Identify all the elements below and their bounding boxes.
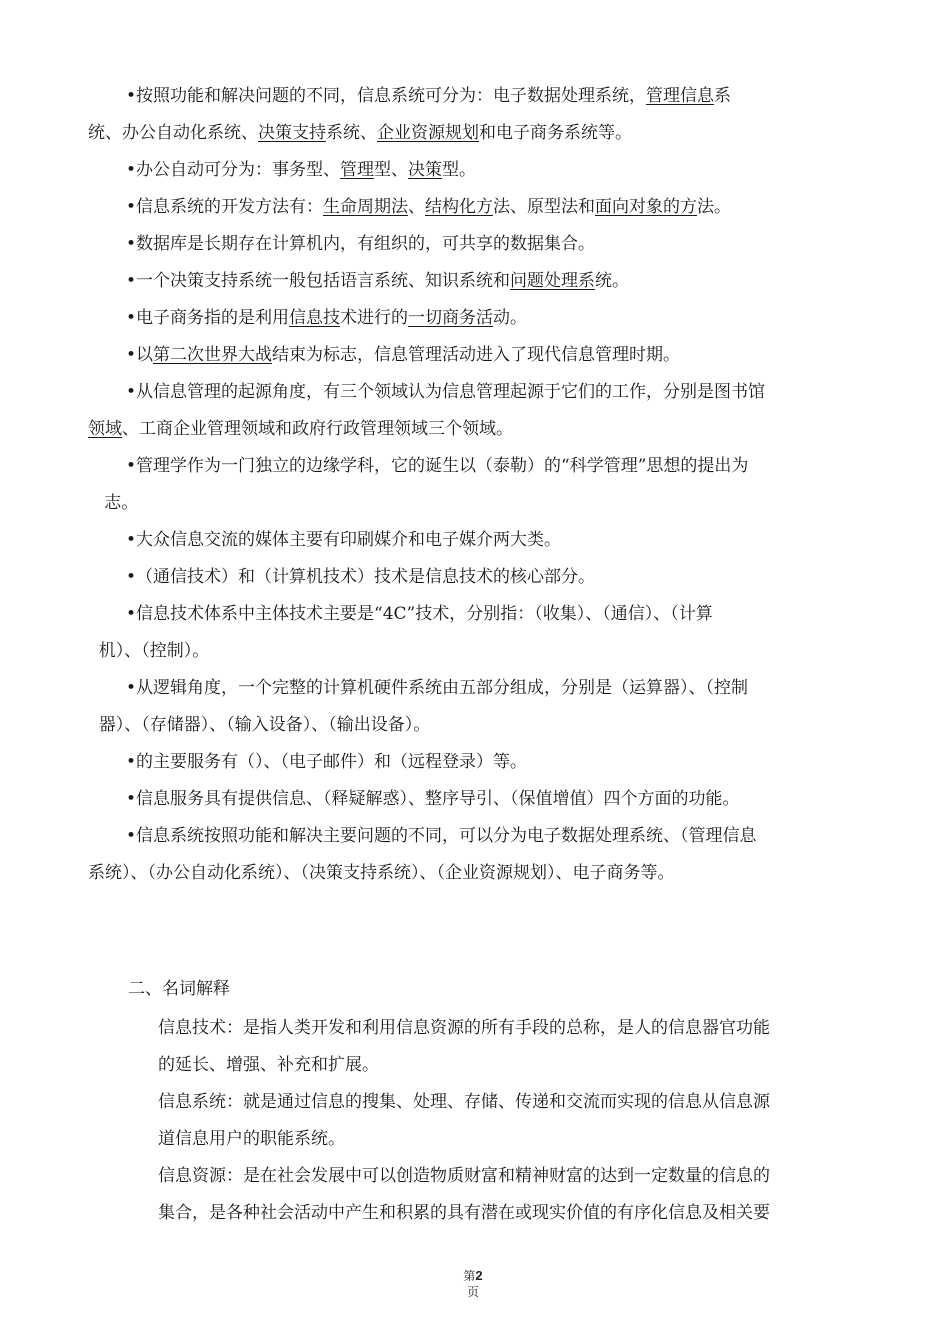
bullet-item (88, 300, 868, 337)
bullet-line (126, 308, 527, 328)
text-run: 系统、 (326, 123, 377, 143)
definition-line: 信息技术：是指人类开发和利用信息资源的所有手段的总称，是人的信息器官功能 (158, 1018, 770, 1038)
bullet-item (88, 670, 868, 744)
bullet-line (126, 456, 748, 476)
bullet-line (126, 678, 748, 698)
definition-line: 道信息用户的职能系统。 (158, 1129, 345, 1149)
text-run: •的主要服务有（）、（电子邮件）和（远程登录）等。 (126, 752, 528, 772)
bullet-item (88, 337, 868, 374)
text-run: 和电子商务系统等。 (479, 123, 632, 143)
underlined-term: 面向对象的方 (595, 197, 698, 217)
underlined-term: 信息技 (289, 308, 341, 328)
bullet-continuation-line (88, 855, 868, 892)
text-run: 、工商企业管理领域和政府行政管理领域三个领域。 (122, 419, 513, 439)
page-number-prefix: 第 (463, 1269, 476, 1283)
page-number-suffix: 页 (466, 1285, 479, 1299)
bullet-item (88, 559, 868, 596)
bullet-line (126, 160, 476, 180)
bullet-line (126, 567, 595, 587)
bullet-line (126, 826, 757, 846)
text-run: 术进行的 (340, 308, 409, 328)
bullet-line (126, 86, 731, 106)
page-footer (448, 1268, 498, 1300)
text-run: 统。 (595, 271, 630, 291)
text-run: •从信息管理的起源角度，有三个领域认为信息管理起源于它们的工作，分别是图书馆 (126, 382, 766, 402)
bullet-line (126, 345, 680, 365)
text-run: •信息系统按照功能和解决主要问题的不同，可以分为电子数据处理系统、（管理信息 (126, 826, 757, 846)
underlined-term: 生命周期法 (323, 197, 409, 217)
text-run: •大众信息交流的媒体主要有印刷媒介和电子媒介两大类。 (126, 530, 562, 550)
underlined-term: 问题处理系 (510, 271, 596, 291)
underlined-term: 结构化方 (425, 197, 494, 217)
bullet-continuation-line (88, 707, 868, 744)
definition-line: 信息资源：是在社会发展中可以创造物质财富和精神财富的达到一定数量的信息的 (158, 1166, 770, 1186)
bullet-item (88, 152, 868, 189)
bullet-line (126, 382, 765, 402)
bullet-item (88, 744, 868, 781)
section-title: 二、名词解释 (128, 979, 230, 999)
text-run: •以 (126, 345, 154, 365)
bullet-continuation-line (88, 633, 868, 670)
bullet-line (126, 789, 740, 809)
text-run: 结束为标志，信息管理活动进入了现代信息管理时期。 (272, 345, 681, 365)
text-run: 法、原型法和 (493, 197, 596, 217)
text-run: •办公自动可分为：事务型、 (126, 160, 341, 180)
definitions-list (158, 1010, 858, 1232)
underlined-term: 领域 (88, 419, 122, 439)
text-run: •数据库是长期存在计算机内，有组织的，可共享的数据集合。 (126, 234, 596, 254)
bullet-item (88, 596, 868, 670)
text-run: 法。 (697, 197, 732, 217)
underlined-term: 管理信息 (646, 86, 715, 106)
text-run: 统、办公自动化系统、 (88, 123, 258, 143)
bullet-item (88, 818, 868, 892)
definition-line: 集合，是各种社会活动中产生和积累的具有潜在或现实价值的有序化信息及相关要 (158, 1203, 770, 1223)
text-run: 志。 (88, 493, 139, 513)
bullet-line (126, 234, 595, 254)
definition-line: 信息系统：就是通过信息的搜集、处理、存储、传递和交流而实现的信息从信息源 (158, 1092, 770, 1112)
text-run: •按照功能和解决问题的不同，信息系统可分为：电子数据处理系统， (126, 86, 647, 106)
bullet-list (88, 78, 868, 892)
text-run: •管理学作为一门独立的边缘学科，它的诞生以（泰勒）的“科学管理”思想的提出为 (126, 456, 749, 476)
bullet-line (126, 271, 629, 291)
text-run: •一个决策支持系统一般包括语言系统、知识系统和 (126, 271, 511, 291)
bullet-line (126, 752, 527, 772)
bullet-line (126, 197, 731, 217)
text-run: •信息技术体系中主体技术主要是“4C”技术，分别指：（收集）、（通信）、（计算 (126, 604, 713, 624)
bullet-item (88, 522, 868, 559)
underlined-term: 决策 (408, 160, 443, 180)
bullet-continuation-line (88, 485, 868, 522)
text-run: •信息服务具有提供信息、（释疑解惑）、整序导引、（保值增值）四个方面的功能。 (126, 789, 740, 809)
bullet-item (88, 263, 868, 300)
bullet-item (88, 78, 868, 152)
bullet-item (88, 189, 868, 226)
text-run: •电子商务指的是利用 (126, 308, 290, 328)
bullet-continuation-line (88, 115, 868, 152)
text-run: 动。 (493, 308, 528, 328)
text-run: 、 (408, 197, 426, 217)
bullet-line (126, 530, 561, 550)
definition-line: 的延长、增强、补充和扩展。 (158, 1055, 379, 1075)
text-run: 系统）、（办公自动化系统）、（决策支持系统）、（企业资源规划）、电子商务等。 (88, 863, 675, 883)
underlined-term: 第二次世界大战 (153, 345, 273, 365)
text-run: 器）、（存储器）、（输入设备）、（输出设备）。 (88, 715, 431, 735)
underlined-term: 决策支持 (258, 123, 326, 143)
underlined-term: 管理 (340, 160, 375, 180)
underlined-term: 企业资源规划 (377, 123, 479, 143)
text-run: 型。 (442, 160, 477, 180)
bullet-continuation-line (88, 411, 868, 448)
text-run: •从逻辑角度，一个完整的计算机硬件系统由五部分组成，分别是（运算器）、（控制 (126, 678, 749, 698)
underlined-term: 一切商务活 (408, 308, 494, 328)
bullet-item (88, 374, 868, 448)
bullet-line (126, 604, 713, 624)
bullet-item (88, 448, 868, 522)
bullet-item (88, 226, 868, 263)
bullet-item (88, 781, 868, 818)
text-run: •信息系统的开发方法有： (126, 197, 324, 217)
page-number: 2 (475, 1268, 483, 1283)
text-run: •（通信技术）和（计算机技术）技术是信息技术的核心部分。 (126, 567, 596, 587)
text-run: 系 (714, 86, 732, 106)
text-run: 型、 (374, 160, 409, 180)
text-run: 机）、（控制）。 (88, 641, 210, 661)
